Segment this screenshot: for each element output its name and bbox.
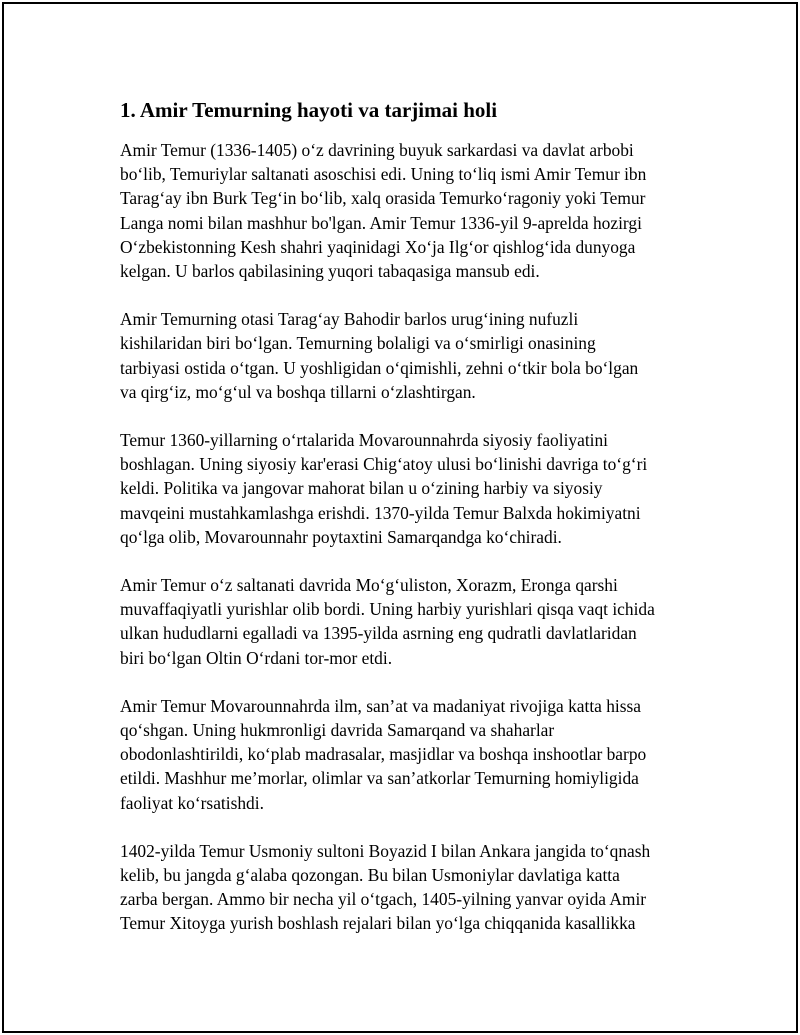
paragraph — [120, 839, 695, 936]
paragraph — [120, 138, 695, 283]
paragraph-line: Amir Temur o‘z saltanati davrida Mo‘g‘uliston, Xorazm, Eronga qarshi — [120, 575, 618, 596]
paragraph-line: bo‘lib, Temuriylar saltanati asoschisi edi. Uning to‘liq ismi Amir Temur ibn — [120, 164, 647, 185]
paragraphs-container — [120, 138, 695, 936]
paragraph-line: Temur 1360-yillarning o‘rtalarida Movarounnahrda siyosiy faoliyatini — [120, 430, 609, 451]
paragraph — [120, 428, 695, 549]
paragraph-line: Tarag‘ay ibn Burk Teg‘in bo‘lib, xalq orasida Temurko‘ragoniy yoki Temur — [120, 188, 646, 209]
paragraph-line: qo‘lga olib, Movarounnahr poytaxtini Samarqandga ko‘chiradi. — [120, 526, 562, 547]
paragraph-line: qo‘shgan. Uning hukmronligi davrida Samarqand va shaharlar — [120, 720, 555, 741]
paragraph-line: zarba bergan. Ammo bir necha yil o‘tgach, 1405-yilning yanvar oyida Amir — [120, 889, 647, 910]
page-frame — [2, 2, 798, 1033]
section-title: 1. Amir Temurning hayoti va tarjimai holi — [120, 98, 498, 122]
paragraph-line: muvaffaqiyatli yurishlar olib bordi. Uning harbiy yurishlari qisqa vaqt ichida — [120, 599, 655, 620]
paragraph — [120, 694, 695, 815]
paragraph-line: boshlagan. Uning siyosiy kar'erasi Chig‘atoy ulusi bo‘linishi davriga to‘g‘ri — [120, 454, 648, 475]
paragraph — [120, 307, 695, 404]
paragraph — [120, 573, 695, 670]
paragraph-line: etildi. Mashhur me’morlar, olimlar va san’atkorlar Temurning homiyligida — [120, 768, 639, 789]
paragraph-line: kelib, bu jangda g‘alaba qozongan. Bu bilan Usmoniylar davlatiga katta — [120, 865, 620, 886]
paragraph-line: Langa nomi bilan mashhur bo'lgan. Amir Temur 1336-yil 9-aprelda hozirgi — [120, 212, 642, 233]
paragraph-line: keldi. Politika va jangovar mahorat bilan u o‘zining harbiy va siyosiy — [120, 478, 603, 499]
paragraph-line: Amir Temur (1336-1405) o‘z davrining buyuk sarkardasi va davlat arbobi — [120, 140, 634, 160]
paragraph-line: mavqeini mustahkamlashga erishdi. 1370-yilda Temur Balxda hokimiyatni — [120, 502, 641, 523]
paragraph-line: tarbiyasi ostida o‘tgan. U yoshligidan o‘qimishli, zehni o‘tkir bola bo‘lgan — [120, 357, 639, 378]
paragraph-line: ulkan hududlarni egalladi va 1395-yilda asrning eng qudratli davlatlaridan — [120, 623, 637, 644]
paragraph-line: faoliyat ko‘rsatishdi. — [120, 792, 264, 813]
paragraph-line: kishilaridan biri bo‘lgan. Temurning bolaligi va o‘smirligi onasining — [120, 333, 596, 354]
paragraph-line: obodonlashtirildi, ko‘plab madrasalar, masjidlar va boshqa inshootlar barpo — [120, 744, 647, 765]
paragraph-line: kelgan. U barlos qabilasining yuqori tabaqasiga mansub edi. — [120, 261, 540, 282]
paragraph-line: 1402-yilda Temur Usmoniy sultoni Boyazid I bilan Ankara jangida to‘qnash — [120, 840, 651, 861]
paragraph-line: Amir Temur Movarounnahrda ilm, san’at va madaniyat rivojiga katta hissa — [120, 695, 642, 716]
paragraph-line: Temur Xitoyga yurish boshlash rejalari bilan yo‘lga chiqqanida kasallikka — [120, 913, 636, 934]
document-body — [120, 96, 695, 960]
paragraph-line: biri bo‘lgan Oltin O‘rdani tor-mor etdi. — [120, 647, 393, 668]
paragraph-line: O‘zbekistonning Kesh shahri yaqinidagi Xo‘ja Ilg‘or qishlog‘ida dunyoga — [120, 236, 636, 257]
paragraph-line: va qirg‘iz, mo‘g‘ul va boshqa tillarni o‘zlashtirgan. — [120, 381, 476, 402]
paragraph-line: Amir Temurning otasi Tarag‘ay Bahodir barlos urug‘ining nufuzli — [120, 309, 579, 330]
